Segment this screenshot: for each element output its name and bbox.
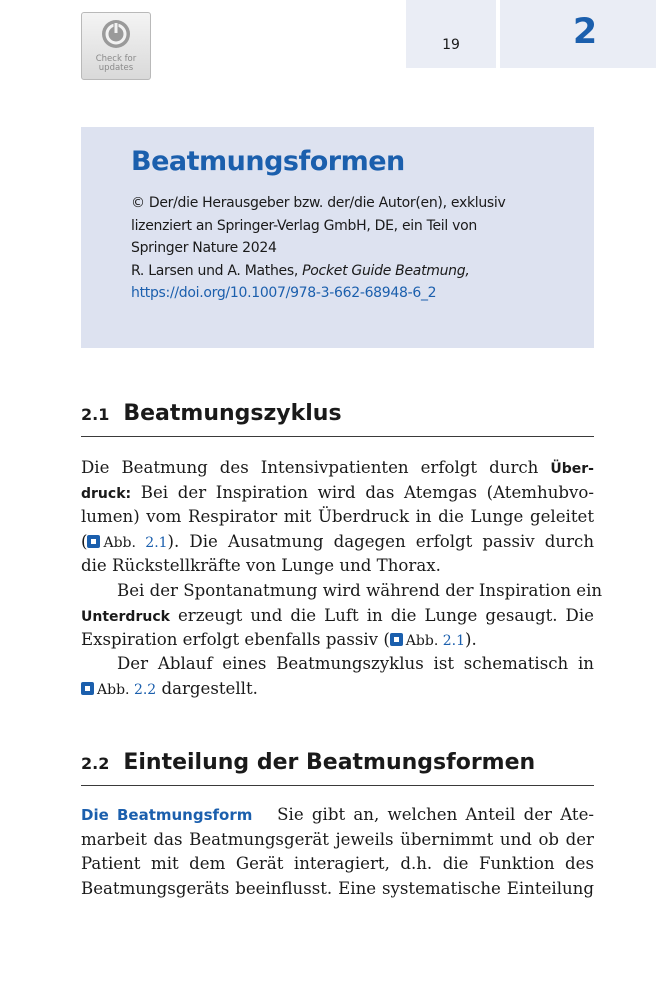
page-number: 19	[406, 0, 496, 68]
figure-reference-icon	[87, 535, 100, 548]
paragraph-ablauf: Der Ablauf eines Beatmungszyklus ist schematisch in Abb. 2.2 dargestellt.	[81, 652, 594, 701]
figure-reference-icon	[81, 682, 94, 695]
figure-reference[interactable]: Abb. 2.2	[81, 682, 156, 698]
check-for-updates-icon	[102, 20, 130, 48]
doi-link[interactable]: https://doi.org/10.1007/978-3-662-68948-6_2	[131, 285, 437, 301]
figure-reference[interactable]: Abb. 2.1	[87, 535, 167, 551]
copyright-line-2: lizenziert an Springer-Verlag GmbH, DE, ein Teil von	[131, 217, 477, 234]
chapter-title: Beatmungsformen	[131, 146, 405, 177]
copyright-line-3: Springer Nature 2024	[131, 240, 277, 256]
section-heading-2-2	[81, 747, 594, 786]
figure-reference-icon	[390, 633, 403, 646]
paragraph-unterdruck: Bei der Spontanatmung wird während der Inspiration ein Unterdruck erzeugt und die Luft in die Lunge gesaugt. Die Exspiration erfolgt ebenfalls passiv ( Abb. 2.1).	[81, 581, 603, 650]
book-title: Pocket Guide Beatmung,	[302, 262, 470, 279]
section-title: Einteilung der Beatmungsformen	[123, 750, 536, 775]
paragraph-ueberdruck: Die Beatmung des Intensivpatienten erfolgt durch Über- druck: Bei der Inspiration wird das Atemgas (Atemhubvo- lumen) vom Respirator mit Überdruck in die Lunge geleitet ( Abb. 2.1). Die Ausatmung dagegen erfolgt passiv durch die Rückstellkräfte von Lunge und Thorax.	[81, 458, 595, 576]
section-number: 2.2	[81, 754, 110, 773]
check-for-updates-label: Check for updates	[95, 54, 137, 73]
check-for-updates-badge[interactable]	[81, 12, 151, 80]
term-unterdruck: Unterdruck	[81, 608, 170, 625]
chapter-number: 2	[500, 0, 656, 68]
paragraph-beatmungsform: Die Beatmungsform Sie gibt an, welchen Anteil der Ate- marbeit das Beatmungsgerät jeweils übernimmt und ob der Patient mit dem Gerät interagiert, d.h. die Funktion des Beatmungsgeräts beeinflusst. Eine systematische Einteilung	[81, 805, 595, 898]
chapter-metadata	[131, 192, 571, 305]
figure-reference[interactable]: Abb. 2.1	[390, 633, 465, 649]
copyright-line-1: © Der/die Herausgeber bzw. der/die Autor(en), exklusiv	[131, 195, 506, 211]
citation-line: R. Larsen und A. Mathes, Pocket Guide Beatmung,	[131, 262, 470, 279]
term-ueberdruck: Über-	[550, 461, 594, 477]
section-heading-2-1	[81, 398, 594, 437]
run-in-heading: Die Beatmungsform	[81, 806, 253, 824]
section-title: Beatmungszyklus	[123, 401, 342, 426]
section-number: 2.1	[81, 405, 110, 424]
